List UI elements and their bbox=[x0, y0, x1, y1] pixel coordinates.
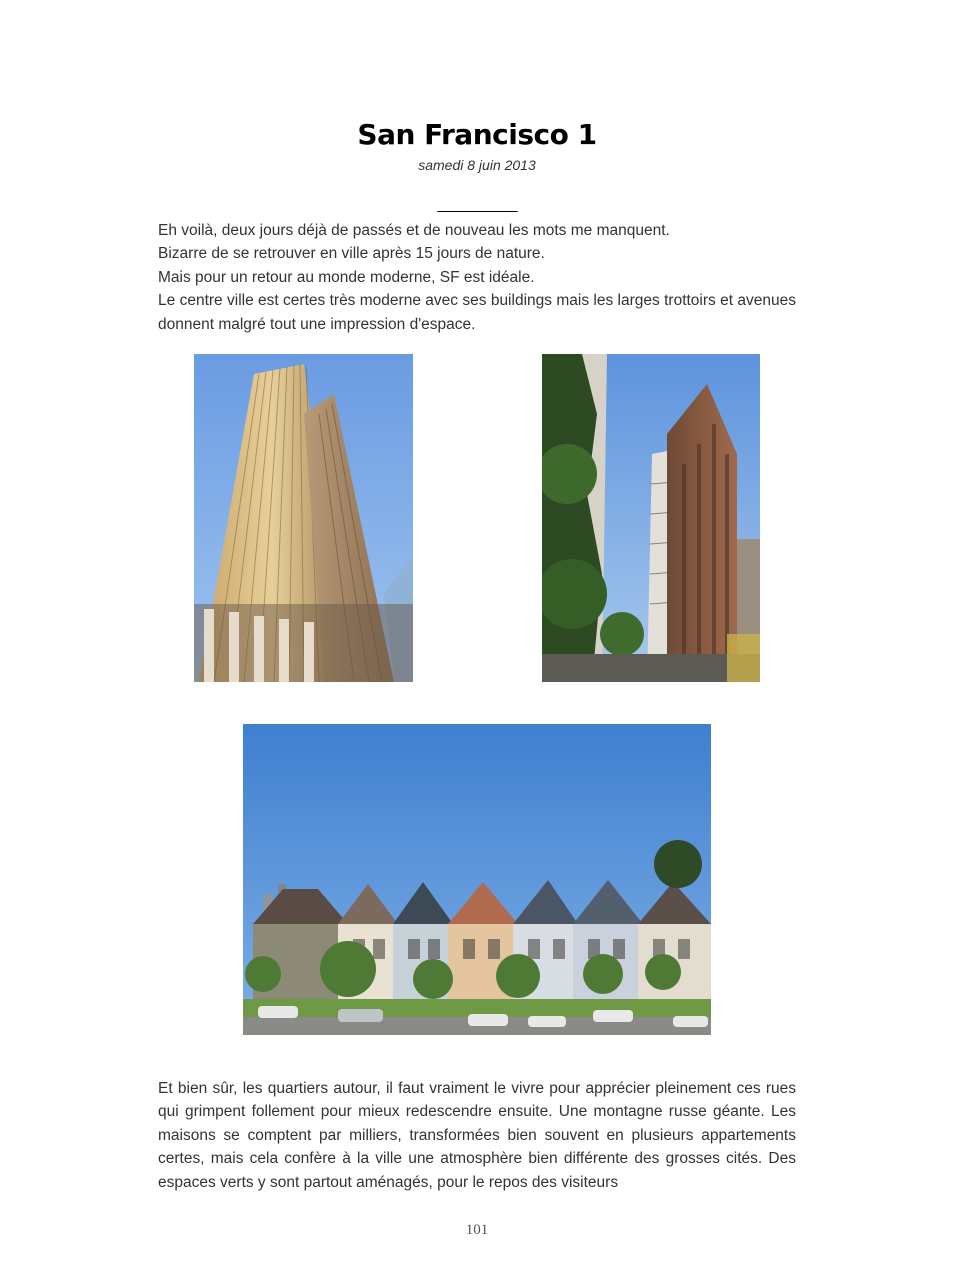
page-title: San Francisco 1 bbox=[357, 118, 597, 151]
intro-line: Bizarre de se retrouver en ville après 15 jours de nature. bbox=[158, 245, 545, 263]
intro-line: Mais pour un retour au monde moderne, SF est idéale. bbox=[158, 268, 535, 286]
intro-line: Eh voilà, deux jours déjà de passés et de nouveau les mots me manquent. bbox=[158, 222, 670, 239]
photo-painted-ladies bbox=[243, 724, 711, 1035]
intro-paragraph bbox=[158, 219, 796, 336]
page-date: samedi 8 juin 2013 bbox=[418, 157, 536, 173]
intro-line: Le centre ville est certes très moderne avec ses buildings mais les larges trottoirs et avenues donnent malgré tout une impression d'espace. bbox=[158, 292, 796, 333]
separator-line: __________ bbox=[437, 196, 517, 213]
photo-skyscraper-right bbox=[542, 354, 760, 682]
page-number: 101 bbox=[465, 1222, 489, 1238]
photo-skyscraper-left bbox=[194, 354, 413, 682]
body-paragraph: Et bien sûr, les quartiers autour, il faut vraiment le vivre pour apprécier pleinement ces rues qui grimpent follement pour mieux redescendre ensuite. Une montagne russe géante. Les maisons se comptent par milliers, transformées bien souvent en plusieurs appartements certes, mais cela confère à la ville une atmosphère bien différente des grosses cités. Des espaces verts y sont partout aménagés, pour le repos des visiteurs bbox=[158, 1080, 796, 1191]
